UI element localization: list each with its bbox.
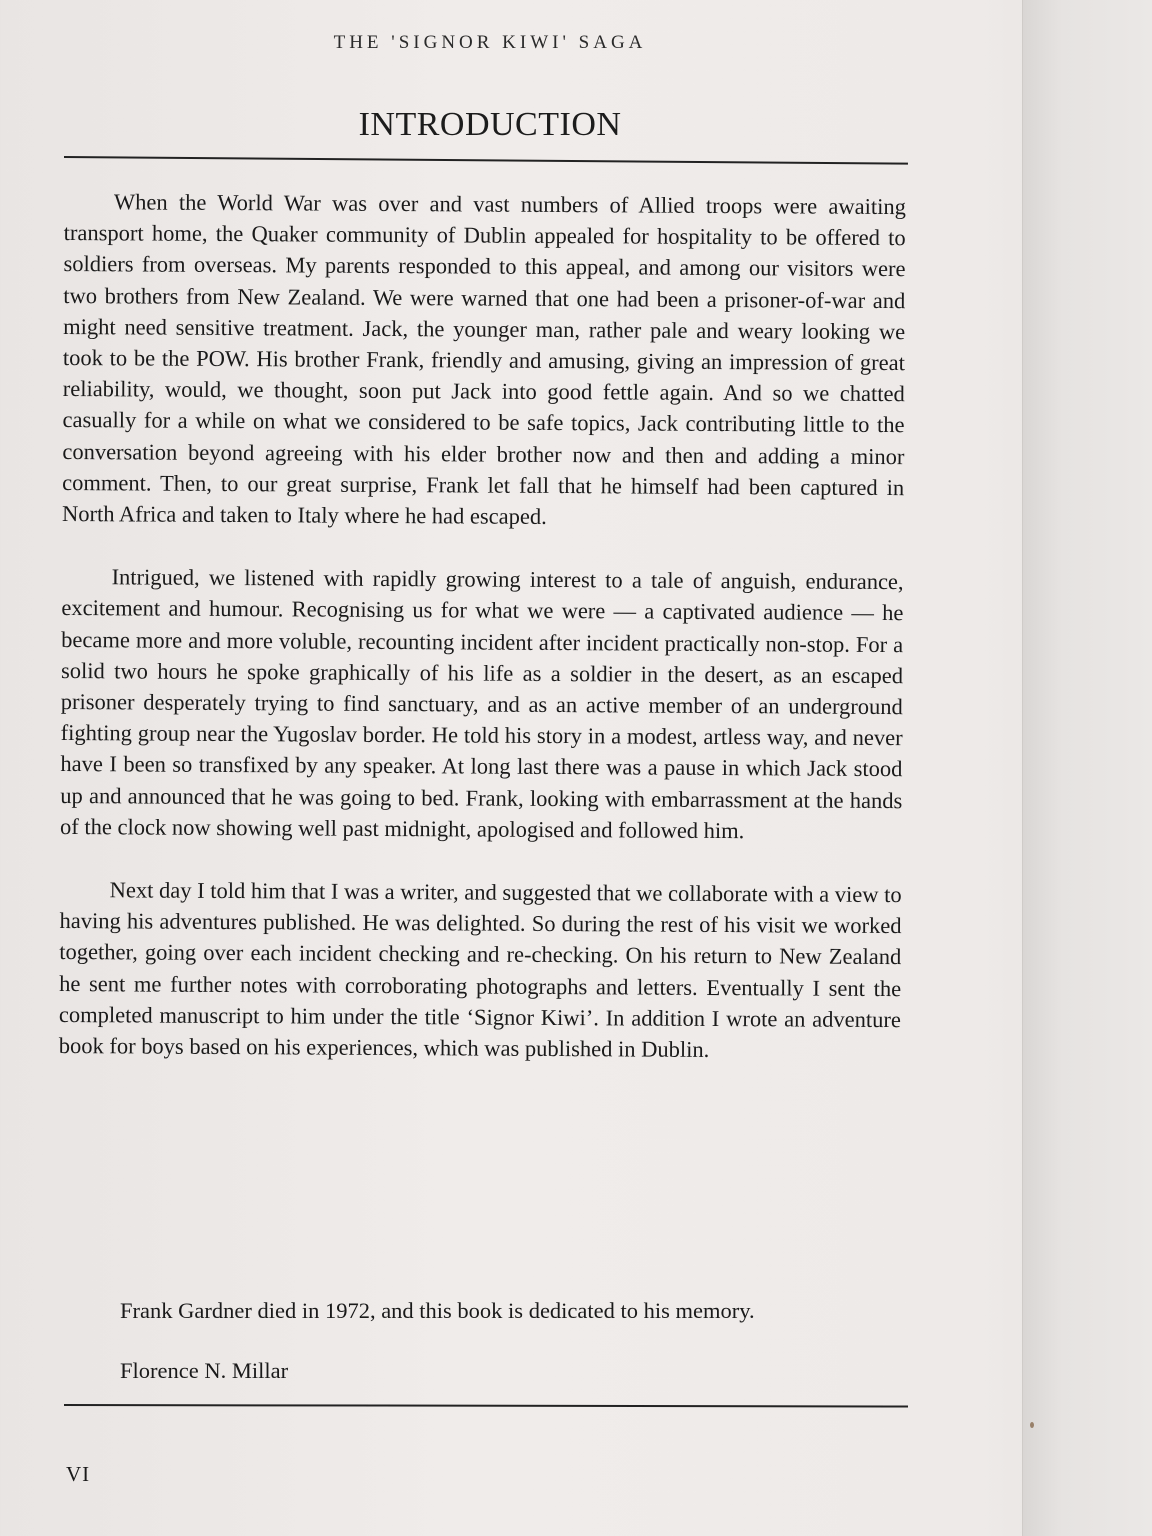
adjacent-page-edge [1022,0,1152,1536]
body-text [59,186,906,1066]
page-number: VI [66,1462,91,1486]
paper-speck [1030,1422,1034,1428]
title-rule [64,156,908,165]
paragraph-1: When the World War was over and vast numbers of Allied troops were awaiting transport home, the Quaker community of Dublin appealed for hospitality to be offered to soldiers from overseas. My parents responded to this appeal, and among our visitors were two brothers from New Zealand. We were warned that one had been a prisoner-of-war and might need sensitive treatment. Jack, the younger man, rather pale and weary looking we took to be the POW. His brother Frank, friendly and amusing, giving an impression of great reliability, would, we thought, soon put Jack into good fettle again. And so we chatted casually for a while on what we considered to be safe topics, Jack contributing little to the conversation beyond agreeing with his elder brother now and then and adding a minor comment. Then, to our great surprise, Frank let fall that he himself had been captured in North Africa and taken to Italy where he had escaped. [61,189,906,529]
paragraph-2: Intrigued, we listened with rapidly growing interest to a tale of anguish, endurance, excitement and humour. Recognising us for what we were — a captivated audience — he became more and more voluble, recounting incident after incident practically non-stop. For a solid two hours he spoke graphically of his life as a soldier in the desert, as an escaped prisoner desperately trying to find sanctuary, and as an active member of an underground fighting group near the Yugoslav border. He told his story in a modest, artless way, and never have I been so transfixed by any speaker. At long last there was a pause in which Jack stood up and announced that he was going to bed. Frank, looking with embarrassment at the hands of the clock now showing well past midnight, apologised and followed him. [60,564,904,844]
dedication-line: Frank Gardner died in 1972, and this book is dedicated to his memory. [120,1298,755,1323]
chapter-title: INTRODUCTION [358,106,622,143]
closing-rule [64,1404,908,1407]
paragraph-3: Next day I told him that I was a writer, and suggested that we collaborate with a view to having his adventures published. He was delighted. So during the rest of his visit we worked together, going over each incident checking and re-checking. On his return to New Zealand he sent me further notes with corroborating photographs and letters. Eventually I sent the completed manuscript to him under the title ‘Signor Kiwi’. In addition I wrote an adventure book for boys based on his experiences, which was published in Dublin. [58,877,902,1063]
running-head: THE 'SIGNOR KIWI' SAGA [333,32,647,53]
author-signature: Florence N. Millar [120,1358,289,1383]
